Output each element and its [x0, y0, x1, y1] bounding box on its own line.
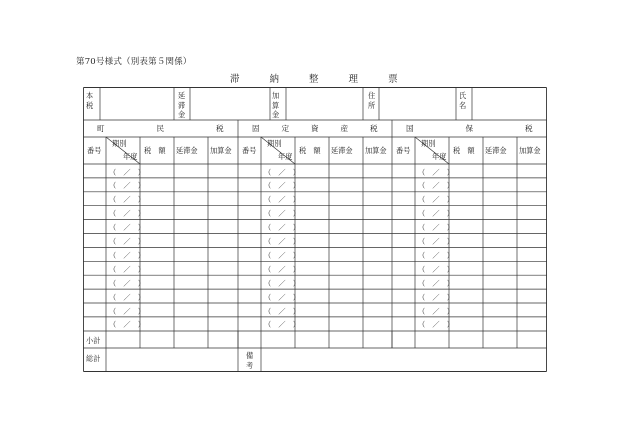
jusho-label: 住所 [368, 91, 376, 110]
col-period-top-header: 期別 [267, 139, 282, 148]
section-name-char: 税 [216, 124, 224, 133]
col-addition-header: 加算金 [365, 146, 387, 155]
period-placeholder: （ ／ ） [418, 181, 454, 191]
col-period-top-header: 期別 [112, 139, 127, 148]
col-addition-header: 加算金 [210, 146, 232, 155]
period-placeholder: （ ／ ） [109, 306, 145, 316]
col-number-header: 番号 [396, 146, 411, 155]
period-placeholder: （ ／ ） [418, 278, 454, 288]
form-number: 第70号様式（別表第５関係） [76, 57, 192, 67]
arrears-form-table [83, 87, 547, 372]
section-name-char: 税 [525, 124, 533, 133]
col-addition-header: 加算金 [519, 146, 541, 155]
title-char: 滞 [230, 74, 240, 85]
document-title [230, 71, 398, 85]
period-placeholder: （ ／ ） [418, 195, 454, 205]
period-placeholder: （ ／ ） [264, 320, 300, 330]
section-name-char: 固 [252, 124, 260, 133]
section-name-char: 産 [340, 124, 349, 133]
period-placeholder: （ ／ ） [109, 195, 145, 205]
col-amount-header: 税 額 [453, 146, 475, 155]
col-amount-header: 税 額 [144, 146, 166, 155]
period-placeholder: （ ／ ） [109, 320, 145, 330]
period-placeholder: （ ／ ） [109, 209, 145, 219]
section-name-char: 税 [370, 124, 378, 133]
col-delay-header: 延滞金 [176, 146, 198, 155]
period-placeholder: （ ／ ） [109, 237, 145, 246]
col-period-bottom-header: 年度 [278, 152, 293, 161]
period-placeholder: （ ／ ） [418, 237, 454, 246]
kasankin-label: 加算金 [272, 91, 280, 119]
period-placeholder: （ ／ ） [109, 167, 145, 177]
honzei-label: 本税 [86, 91, 94, 110]
section-name-char: 町 [97, 124, 105, 133]
section-name-char: 定 [281, 124, 290, 133]
period-placeholder: （ ／ ） [264, 209, 300, 219]
col-number-header: 番号 [242, 146, 257, 155]
remarks-label: 備考 [246, 351, 254, 370]
period-placeholder: （ ／ ） [264, 250, 300, 260]
period-placeholder: （ ／ ） [109, 278, 145, 288]
col-period-bottom-header: 年度 [432, 152, 447, 161]
period-placeholder: （ ／ ） [264, 306, 300, 316]
period-placeholder: （ ／ ） [418, 306, 454, 316]
period-placeholder: （ ／ ） [109, 292, 145, 302]
period-placeholder: （ ／ ） [109, 264, 145, 274]
title-char: 理 [348, 74, 359, 85]
shimei-label: 氏名 [459, 91, 467, 110]
period-placeholder: （ ／ ） [418, 209, 454, 219]
period-placeholder: （ ／ ） [418, 250, 454, 260]
col-delay-header: 延滞金 [331, 146, 353, 155]
col-period-bottom-header: 年度 [123, 152, 138, 161]
col-delay-header: 延滞金 [485, 146, 507, 155]
period-placeholder: （ ／ ） [418, 292, 454, 302]
period-placeholder: （ ／ ） [264, 237, 300, 246]
section-name-char: 国 [406, 124, 414, 133]
entaikin-label: 延滞金 [178, 91, 186, 119]
period-placeholder: （ ／ ） [109, 181, 145, 191]
period-placeholder: （ ／ ） [418, 320, 454, 330]
title-char: 票 [388, 74, 398, 85]
period-placeholder: （ ／ ） [264, 195, 300, 205]
period-placeholder: （ ／ ） [264, 167, 300, 177]
period-placeholder: （ ／ ） [264, 181, 300, 191]
section-name-char: 民 [156, 124, 165, 133]
period-placeholder: （ ／ ） [264, 278, 300, 288]
period-placeholder: （ ／ ） [264, 264, 300, 274]
subtotal-label: 小計 [86, 336, 101, 345]
period-placeholder: （ ／ ） [264, 223, 300, 233]
title-char: 納 [269, 74, 280, 85]
period-placeholder: （ ／ ） [418, 167, 454, 177]
section-name-char: 保 [465, 124, 474, 133]
col-number-header: 番号 [87, 146, 102, 155]
total-label: 総計 [86, 354, 101, 363]
period-placeholder: （ ／ ） [109, 250, 145, 260]
section-name-char: 資 [311, 124, 319, 133]
period-placeholder: （ ／ ） [109, 223, 145, 233]
col-amount-header: 税 額 [299, 146, 321, 155]
period-placeholder: （ ／ ） [264, 292, 300, 302]
title-char: 整 [309, 74, 319, 85]
col-period-top-header: 期別 [421, 139, 436, 148]
period-placeholder: （ ／ ） [418, 264, 454, 274]
period-placeholder: （ ／ ） [418, 223, 454, 233]
